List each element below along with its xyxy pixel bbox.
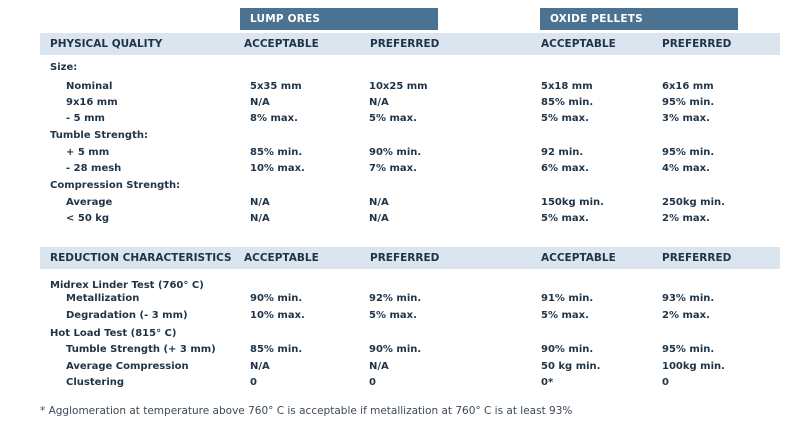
group-header-oxide-pellets [540, 8, 738, 30]
cell-value: 85% min. [250, 147, 303, 158]
cell-value: 100kg min. [662, 361, 725, 372]
group-header-label: LUMP ORES [250, 13, 321, 25]
row-label: - 28 mesh [66, 163, 122, 174]
column-header-preferred: PREFERRED [662, 252, 732, 264]
table-row [0, 95, 810, 111]
table-row [0, 128, 810, 144]
column-header-acceptable: ACCEPTABLE [244, 252, 319, 264]
row-label: + 5 mm [66, 147, 110, 158]
column-header-acceptable: ACCEPTABLE [541, 252, 616, 264]
physical-quality-header [40, 33, 780, 55]
cell-value: N/A [369, 361, 389, 372]
table-row [0, 145, 810, 161]
row-label: Average Compression [66, 361, 189, 372]
cell-value: N/A [250, 213, 270, 224]
row-label: Size: [50, 62, 78, 73]
cell-value: 5% max. [541, 213, 589, 224]
row-label: Tumble Strength: [50, 130, 148, 141]
table-row [0, 178, 810, 194]
row-label: Tumble Strength (+ 3 mm) [66, 344, 216, 355]
cell-value: 6x16 mm [662, 81, 714, 92]
table-row [0, 342, 810, 358]
cell-value: N/A [250, 97, 270, 108]
table-row [0, 375, 810, 391]
column-header-preferred: PREFERRED [662, 38, 732, 50]
table-row [0, 79, 810, 95]
cell-value: 0 [662, 377, 669, 388]
cell-value: 90% min. [369, 344, 422, 355]
cell-value: 92 min. [541, 147, 584, 158]
column-header-acceptable: ACCEPTABLE [244, 38, 319, 50]
table-row [0, 60, 810, 76]
group-header-lump-ores [240, 8, 438, 30]
row-label: Average [66, 197, 113, 208]
table-row [0, 195, 810, 211]
cell-value: 5% max. [369, 310, 417, 321]
cell-value: N/A [369, 213, 389, 224]
cell-value: 95% min. [662, 344, 715, 355]
table-row [0, 308, 810, 324]
row-label: - 5 mm [66, 113, 105, 124]
row-label: Nominal [66, 81, 113, 92]
cell-value: 2% max. [662, 213, 710, 224]
column-header-preferred: PREFERRED [370, 38, 440, 50]
section-title: REDUCTION CHARACTERISTICS [50, 252, 232, 264]
cell-value: 93% min. [662, 293, 715, 304]
cell-value: 50 kg min. [541, 361, 601, 372]
cell-value: 5% max. [541, 113, 589, 124]
cell-value: 5% max. [541, 310, 589, 321]
cell-value: 10% max. [250, 163, 305, 174]
section-title: PHYSICAL QUALITY [50, 38, 163, 50]
group-header-label: OXIDE PELLETS [550, 13, 643, 25]
cell-value: 5x35 mm [250, 81, 302, 92]
cell-value: 95% min. [662, 147, 715, 158]
cell-value: 92% min. [369, 293, 422, 304]
cell-value: 10% max. [250, 310, 305, 321]
cell-value: 95% min. [662, 97, 715, 108]
cell-value: 250kg min. [662, 197, 725, 208]
column-header-preferred: PREFERRED [370, 252, 440, 264]
cell-value: 2% max. [662, 310, 710, 321]
cell-value: 90% min. [369, 147, 422, 158]
cell-value: 91% min. [541, 293, 594, 304]
row-label: Clustering [66, 377, 125, 388]
cell-value: 0 [250, 377, 257, 388]
cell-value: 0* [541, 377, 554, 388]
row-label: Metallization [66, 293, 140, 304]
cell-value: N/A [250, 361, 270, 372]
row-label: 9x16 mm [66, 97, 118, 108]
cell-value: 5% max. [369, 113, 417, 124]
cell-value: 6% max. [541, 163, 589, 174]
cell-value: 5x18 mm [541, 81, 593, 92]
table-row [0, 326, 810, 342]
cell-value: 90% min. [541, 344, 594, 355]
cell-value: 4% max. [662, 163, 710, 174]
cell-value: N/A [369, 97, 389, 108]
cell-value: 85% min. [250, 344, 303, 355]
cell-value: 10x25 mm [369, 81, 428, 92]
reduction-characteristics-header [40, 247, 780, 269]
cell-value: 3% max. [662, 113, 710, 124]
cell-value: 8% max. [250, 113, 298, 124]
cell-value: 0 [369, 377, 376, 388]
table-row [0, 161, 810, 177]
cell-value: 7% max. [369, 163, 417, 174]
cell-value: 90% min. [250, 293, 303, 304]
table-row [0, 211, 810, 227]
row-label: Compression Strength: [50, 180, 181, 191]
table-row [0, 359, 810, 375]
cell-value: N/A [369, 197, 389, 208]
cell-value: N/A [250, 197, 270, 208]
footnote: * Agglomeration at temperature above 760° C is acceptable if metallization at 760° C is at least 93% [40, 405, 573, 417]
row-label: Degradation (- 3 mm) [66, 310, 188, 321]
row-label: < 50 kg [66, 213, 110, 224]
table-row [0, 291, 810, 307]
cell-value: 150kg min. [541, 197, 604, 208]
table-row [0, 111, 810, 127]
cell-value: 85% min. [541, 97, 594, 108]
row-label: Hot Load Test (815° C) [50, 328, 177, 339]
column-header-acceptable: ACCEPTABLE [541, 38, 616, 50]
row-label: Midrex Linder Test (760° C) [50, 280, 204, 291]
